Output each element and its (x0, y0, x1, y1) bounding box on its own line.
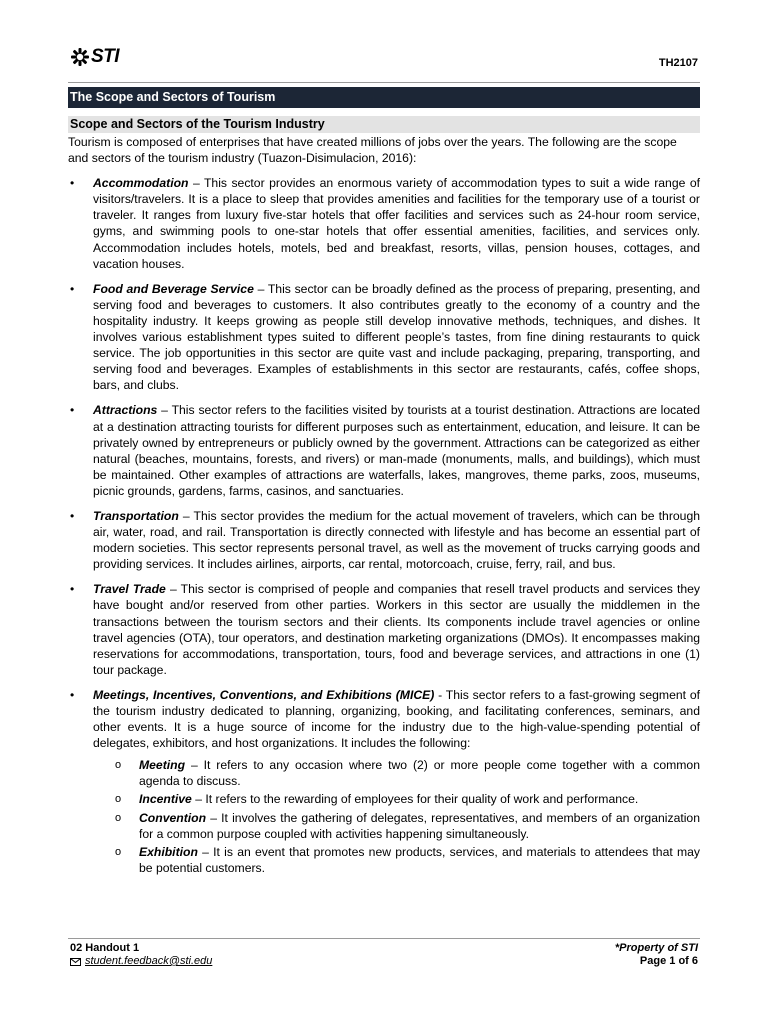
sublist-item-convention (93, 810, 700, 842)
property-notice: *Property of STI (614, 942, 698, 954)
circle-bullet-icon: o (115, 845, 122, 858)
sector-term: Travel Trade (93, 582, 166, 597)
handout-label: 02 Handout 1 (70, 942, 140, 954)
page-title: The Scope and Sectors of Tourism (68, 87, 700, 108)
footer-right (615, 942, 698, 968)
circle-bullet-icon: o (115, 811, 122, 824)
document-code: TH2107 (658, 57, 698, 69)
sector-description: – This sector refers to the facilities visited by tourists at a tourist destination. Attractions are located at a destination attracting tourists for different purposes such as entertainment, education, and leisure. It can be privately owned by entrepreneurs or publicly owned by the government. Attractions can be categorized as either natural (beaches, mountains, forests, and rivers) or man-made (monuments, malls, and buildings), which must be maintained. Other examples of attractions are waterfalls, lakes, mangroves, theme parks, zoos, museums, picnic grounds, gardens, farms, casinos, and sanctuaries. (93, 403, 700, 498)
envelope-icon (70, 958, 81, 966)
sti-logo (70, 46, 119, 68)
sub-term: Meeting (139, 758, 186, 773)
list-item-accommodation (68, 175, 700, 272)
footer-left (70, 942, 212, 968)
header-divider (68, 82, 700, 83)
mice-sublist (93, 757, 700, 876)
sector-description: – This sector can be broadly defined as the process of preparing, presenting, and serving food and beverages to customers. It also contributes greatly to the economy of a country and the hospitality industry. It keeps growing as people still develop innovative methods, techniques, and dishes. It involves various establishment types suited to different people’s tastes, from fine dining restaurants to quick service. The job opportunities in this sector are quite vast and include packaging, preparing, transporting, and serving food and beverages. Examples of establishments in this sector are restaurants, cafés, coffee shops, bars, and clubs. (93, 281, 700, 393)
bullet-icon: • (70, 687, 75, 702)
intro-paragraph: Tourism is composed of enterprises that have created millions of jobs over the years. The following are the scope and sectors of the tourism industry (Tuazon-Disimulacion, 2016): (68, 135, 677, 166)
sector-description: – This sector provides the medium for the actual movement of travelers, which can be through air, water, road, and rail. Transportation is directly connected with lifestyle and has become an essential part of modern societies. This sector represents personal travel, as well as the movement of trucks carrying goods and providing services. It includes airlines, airports, car rental, motorcoach, cruise, ferry, rail, and bus. (93, 508, 700, 572)
sector-description: - This sector refers to a fast-growing segment of the tourism industry dedicated to planning, organizing, booking, and facilitating conferences, seminars, and other events. It is a huge source of income for the industry due to the high-value-spending potential of delegates, exhibitors, and host organizations. It includes the following: (93, 687, 700, 751)
sector-description: – This sector provides an enormous variety of accommodation types to suit a wide range of visitors/travelers. It is a place to sleep that provides amenities and facilities for the temporary use of a tourist or traveler. It ranges from luxury five-star hotels that offer facilities and services such as 24-hour room service, gyms, and swimming pools to one-star hotels that offer essential amenities, facilities, and services only. Accommodation includes hotels, motels, bed and breakfast, resorts, villas, pension houses, cottages, and vacation houses. (93, 176, 700, 271)
list-item-food-beverage (68, 281, 700, 394)
sector-term: Meetings, Incentives, Conventions, and Exhibitions (MICE) (93, 687, 435, 702)
sector-list (68, 175, 700, 876)
circle-bullet-icon: o (115, 759, 122, 772)
bullet-icon: • (70, 403, 75, 418)
feedback-email-link[interactable]: student.feedback@sti.edu (85, 955, 213, 967)
email-row (70, 955, 212, 968)
section-heading: Scope and Sectors of the Tourism Industry (68, 116, 700, 133)
sector-term: Attractions (93, 403, 158, 418)
page-number: Page 1 of 6 (639, 955, 698, 967)
bullet-icon: • (70, 176, 75, 191)
sub-description: – It refers to the rewarding of employees for their quality of work and performance. (191, 792, 639, 807)
sector-term: Accommodation (93, 176, 189, 191)
sub-term: Convention (139, 810, 207, 825)
sti-star-icon (70, 47, 90, 67)
footer-divider (68, 938, 700, 939)
sublist-item-exhibition (93, 844, 700, 876)
list-item-mice (68, 687, 700, 876)
document-body (68, 134, 700, 885)
sub-description: – It involves the gathering of delegates, representatives, and members of an organization for a common purpose coupled with activities happening simultaneously. (139, 810, 700, 841)
sub-description: – It is an event that promotes new products, services, and materials to attendees that may be potential customers. (139, 844, 700, 875)
bullet-icon: • (70, 508, 75, 523)
sub-term: Incentive (139, 792, 192, 807)
bullet-icon: • (70, 281, 75, 296)
list-item-travel-trade (68, 581, 700, 678)
sub-term: Exhibition (139, 844, 198, 859)
logo-text: STI (91, 46, 120, 67)
sublist-item-incentive (93, 791, 700, 807)
list-item-attractions (68, 402, 700, 499)
sector-term: Transportation (93, 508, 179, 523)
sector-term: Food and Beverage Service (93, 281, 254, 296)
bullet-icon: • (70, 582, 75, 597)
circle-bullet-icon: o (115, 793, 122, 806)
sub-description: – It refers to any occasion where two (2) or more people come together with a common agenda to discuss. (139, 758, 700, 789)
sublist-item-meeting (93, 757, 700, 789)
sector-description: – This sector is comprised of people and companies that resell travel products and services they have bought and/or reserved from other parties. Workers in this sector are usually the middlemen in the transactions between the tourism sectors and their clients. Its components include travel agencies or online travel agencies (OTA), tour operators, and destination marketing organizations (DMOs). It encompasses making reservations for accommodations, transportation, tours, food and beverage services, and attractions in one (1) tour package. (93, 582, 700, 677)
list-item-transportation (68, 508, 700, 572)
